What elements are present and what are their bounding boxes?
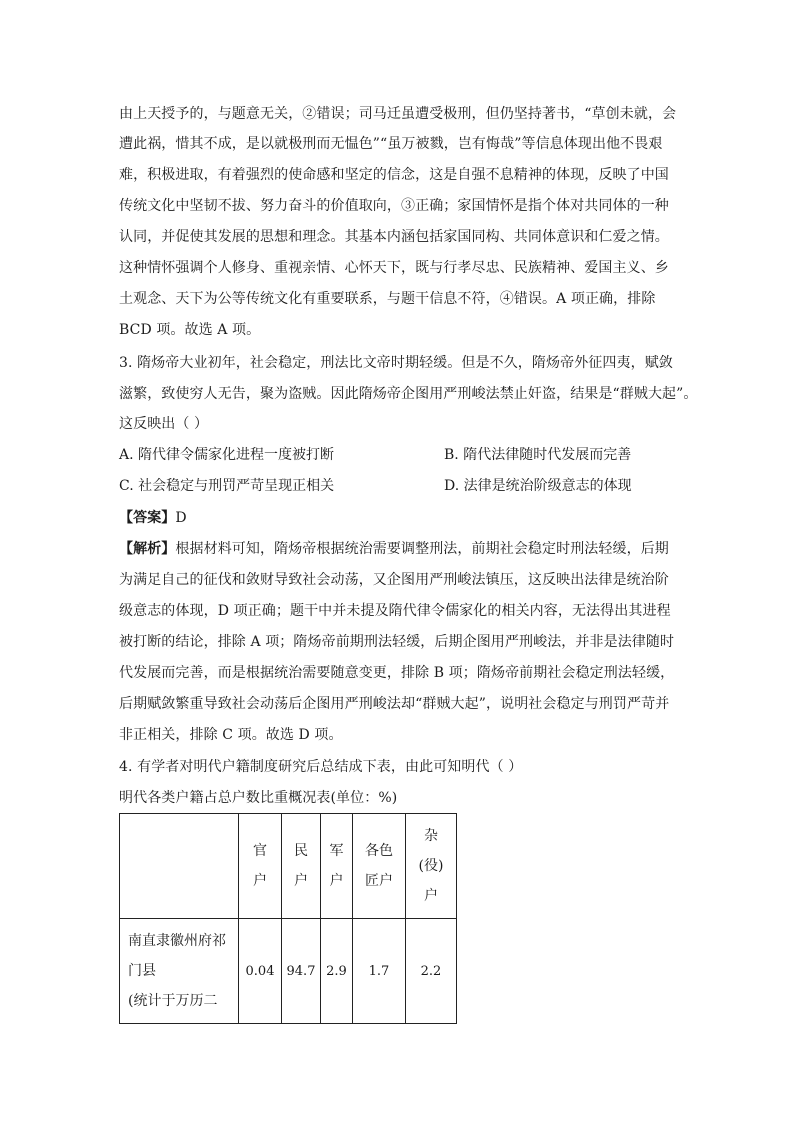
analysis-label: 【解析】 <box>119 541 176 557</box>
paragraph-line-2: 遭此祸，惜其不成，是以就极刑而无愠色”“虽万被戮，岂有悔哉”等信息体现出他不畏艰 <box>119 136 663 152</box>
header-misc-line-3: 户 <box>424 888 438 904</box>
header-artisan <box>353 814 406 919</box>
table-title: 明代各类户籍占总户数比重概况表(单位：%) <box>119 790 398 806</box>
answer-label: 【答案】 <box>119 510 176 526</box>
header-military-char-2: 户 <box>329 873 344 889</box>
row-label-line-2: 门县 <box>128 963 156 979</box>
paragraph-line-6: 这种情怀强调个人修身、重视亲情、心怀天下，既与行孝尽忠、民族精神、爱国主义、乡 <box>119 260 669 276</box>
question3-line-2: 滋繁，致使穷人无告，聚为盗贼。因此隋炀帝企图用严刑峻法禁止奸盗，结果是“群贼大起”。 <box>119 386 698 402</box>
analysis-line-4: 被打断的结论，排除 A 项；隋炀帝前期刑法轻缓，后期企图用严刑峻法，并非是法律随时 <box>119 634 675 650</box>
row-label-cell <box>120 919 239 1024</box>
header-civilian-char-2: 户 <box>294 873 308 889</box>
analysis-line-1 <box>119 539 669 559</box>
header-artisan-line-1: 各色 <box>365 843 393 859</box>
question3-line-3: 这反映出（ ） <box>119 416 209 432</box>
header-official <box>239 814 282 919</box>
table-data-row <box>120 919 457 1024</box>
analysis-line-7: 非正相关，排除 C 项。故选 D 项。 <box>119 727 343 743</box>
header-civilian <box>282 814 321 919</box>
household-ratio-table <box>119 813 457 1024</box>
header-official-char-2: 户 <box>253 873 267 889</box>
paragraph-line-8: BCD 项。故选 A 项。 <box>119 322 261 338</box>
paragraph-line-7: 土观念、天下为公等传统文化有重要联系，与题干信息不符，④错误。A 项正确，排除 <box>119 291 656 307</box>
table-corner-cell <box>120 814 239 919</box>
header-misc-line-1: 杂 <box>424 828 438 844</box>
option-a: A. 隋代律令儒家化进程一度被打断 <box>119 447 335 463</box>
option-c: C. 社会稳定与刑罚严苛呈现正相关 <box>119 478 335 494</box>
question4-stem: 4. 有学者对明代户籍制度研究后总结成下表，由此可知明代（ ） <box>119 759 523 775</box>
row-label-line-1: 南直隶徽州府祁 <box>128 933 226 949</box>
header-military <box>321 814 353 919</box>
analysis-line-5: 代发展而完善，而是根据统治需要随意变更，排除 B 项；隋炀帝前期社会稳定刑法轻缓， <box>119 665 675 681</box>
analysis-text-1: 根据材料可知，隋炀帝根据统治需要调整刑法，前期社会稳定时刑法轻缓，后期 <box>175 541 669 557</box>
value-artisan: 1.7 <box>353 919 406 1024</box>
option-b: B. 隋代法律随时代发展而完善 <box>444 447 632 463</box>
answer-value: D <box>175 510 187 526</box>
analysis-line-2: 为满足自己的征伐和敛财导致社会动荡，又企图用严刑峻法镇压，这反映出法律是统治阶 <box>119 572 669 588</box>
paragraph-line-4: 传统文化中坚韧不拔、努力奋斗的价值取向，③正确；家国情怀是指个体对共同体的一种 <box>119 198 669 214</box>
table-header-row <box>120 814 457 919</box>
value-military: 2.9 <box>321 919 353 1024</box>
row-label-line-3: (统计于万历二 <box>128 993 218 1009</box>
answer-line <box>119 508 187 528</box>
header-misc-line-2: (役) <box>418 858 444 874</box>
header-artisan-line-2: 匠户 <box>365 873 393 889</box>
header-official-char-1: 官 <box>253 843 267 859</box>
option-d: D. 法律是统治阶级意志的体现 <box>444 478 632 494</box>
paragraph-line-1: 由上天授予的，与题意无关，②错误；司马迁虽遭受极刑，但仍坚持著书，“草创未就，会 <box>119 106 677 122</box>
paragraph-line-5: 认同，并促使其发展的思想和理念。其基本内涵包括家国同构、共同体意识和仁爱之情。 <box>119 229 669 245</box>
question3-line-1: 3. 隋炀帝大业初年，社会稳定，刑法比文帝时期轻缓。但是不久，隋炀帝外征四夷，赋敛 <box>119 355 673 371</box>
header-misc <box>406 814 457 919</box>
value-civilian: 94.7 <box>282 919 321 1024</box>
header-military-char-1: 军 <box>329 843 344 859</box>
value-official: 0.04 <box>239 919 282 1024</box>
value-misc: 2.2 <box>406 919 457 1024</box>
header-civilian-char-1: 民 <box>294 843 308 859</box>
paragraph-line-3: 难，积极进取，有着强烈的使命感和坚定的信念，这是自强不息精神的体现，反映了中国 <box>119 167 669 183</box>
analysis-line-3: 级意志的体现，D 项正确；题干中并未提及隋代律令儒家化的相关内容，无法得出其进程 <box>119 603 671 619</box>
analysis-line-6: 后期赋敛繁重导致社会动荡后企图用严刑峻法却“群贼大起”，说明社会稳定与刑罚严苛并 <box>119 696 670 712</box>
